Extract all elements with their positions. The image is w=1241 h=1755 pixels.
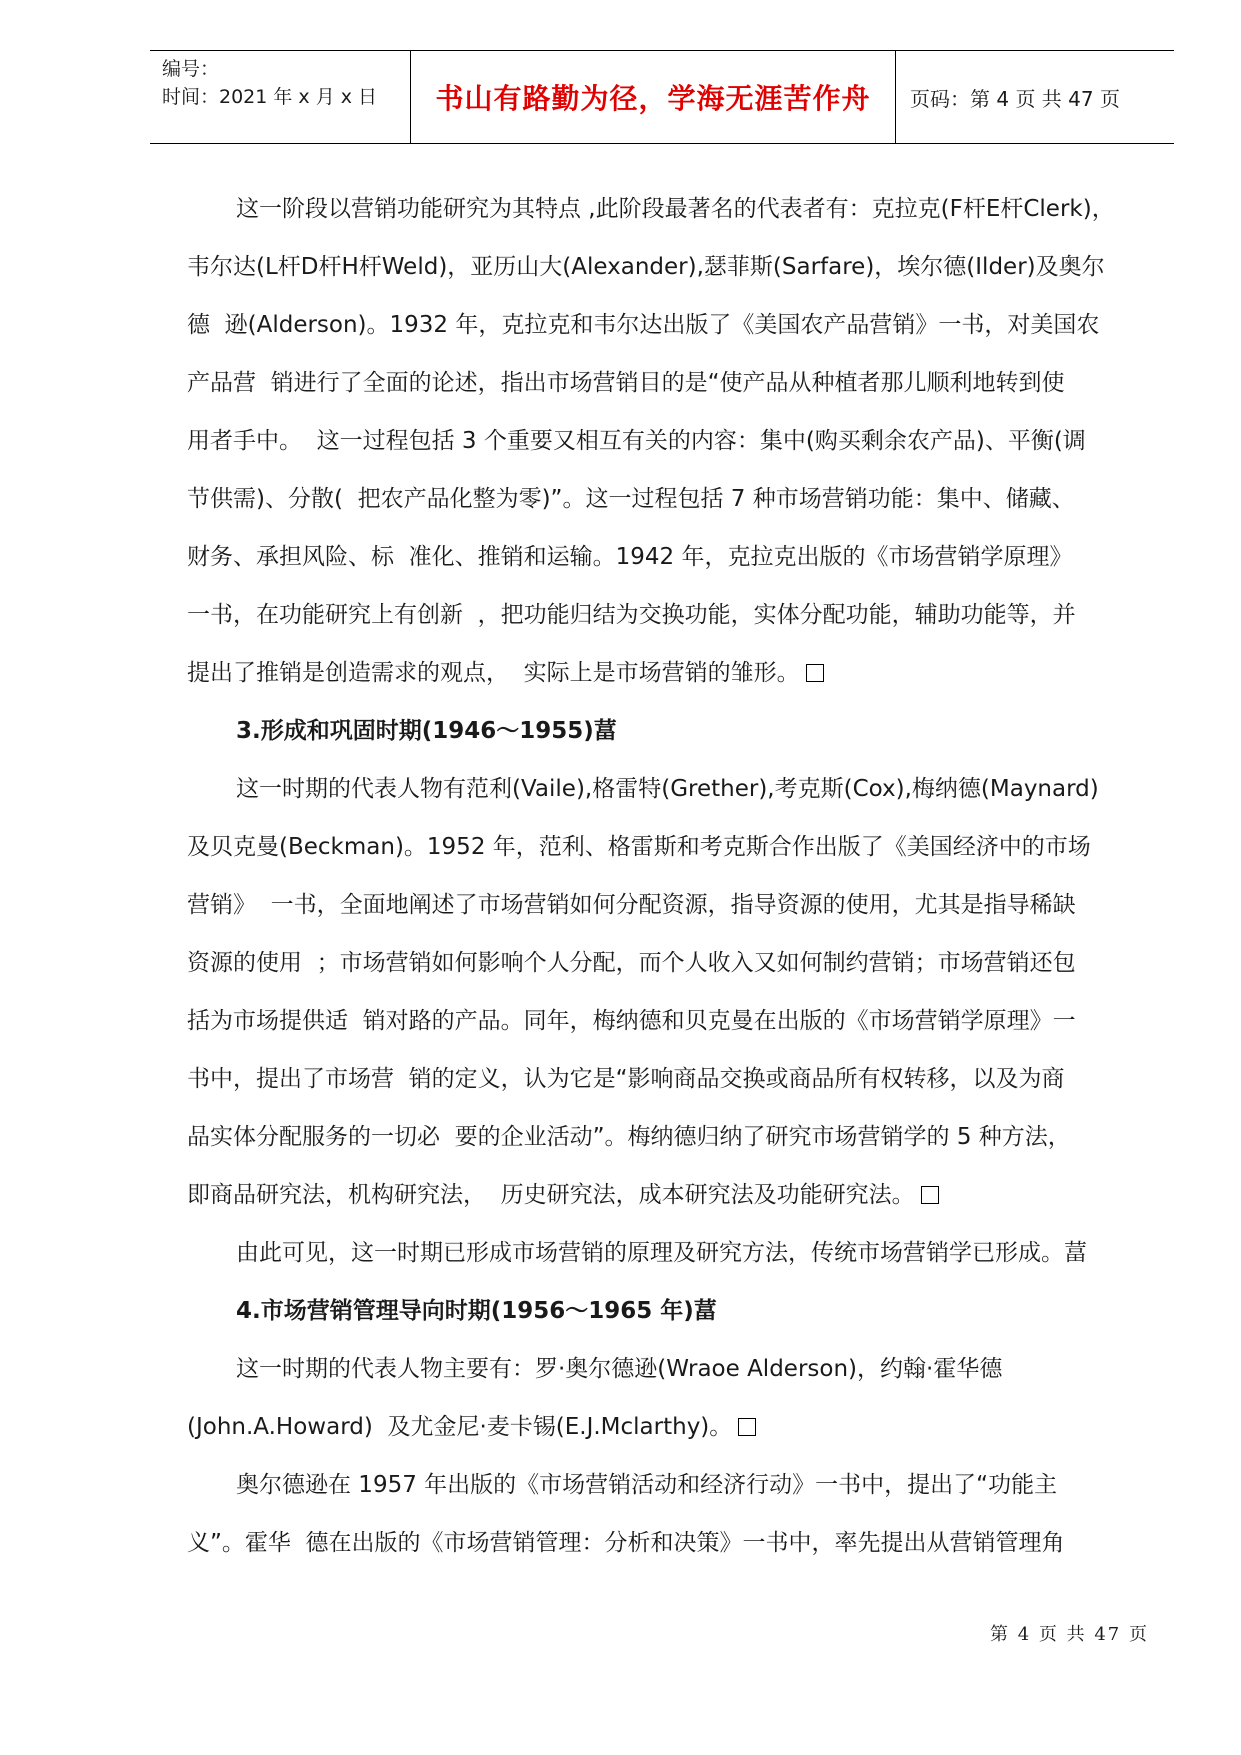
text-line: 品实体分配服务的一切必 要的企业活动”。梅纳德归纳了研究市场营销学的 5 种方法， (187, 1124, 1071, 1150)
text-line: 节供需)、分散( 把农产品化整为零)”。这一过程包括 7 种市场营销功能：集中、储藏、 (187, 486, 1075, 512)
text-line: 产品营 销进行了全面的论述，指出市场营销目的是“使产品从种植者那儿顺利地转到使 (187, 370, 1065, 396)
text-line: 韦尔达(L杆D杆H杆Weld)，亚历山大(Alexander),瑟菲斯(Sarfare)，埃尔德(Ilder)及奥尔 (187, 254, 1105, 280)
section-heading: 4.市场营销管理导向时期(1956～1965 年)葍 (236, 1298, 717, 1324)
text-line: 括为市场提供适 销对路的产品。同年，梅纳德和贝克曼在出版的《市场营销学原理》一 (187, 1008, 1076, 1034)
section-heading: 3.形成和巩固时期(1946～1955)葍 (236, 718, 617, 744)
text-line: 财务、承担风险、标 准化、推销和运输。1942 年，克拉克出版的《市场营销学原理》 (187, 544, 1073, 570)
text-line: 用者手中。 这一过程包括 3 个重要又相互有关的内容：集中(购买剩余农产品)、平衡(调 (187, 428, 1086, 454)
checkbox-square-icon (921, 1186, 939, 1204)
text-line: (John.A.Howard) 及尤金尼·麦卡锡(E.J.Mclarthy)。 (187, 1414, 733, 1440)
time-label: 时间：2021 年 x 月 x 日 (162, 86, 378, 108)
header-meta (150, 51, 410, 143)
page-header (150, 50, 1174, 144)
checkbox-square-icon (738, 1418, 756, 1436)
text-line: 奥尔德逊在 1957 年出版的《市场营销活动和经济行动》一书中，提出了“功能主 (236, 1472, 1058, 1498)
text-line: 由此可见，这一时期已形成市场营销的原理及研究方法，传统市场营销学已形成。葍 (236, 1240, 1087, 1266)
serial-label: 编号： (162, 58, 220, 80)
text-line: 书中，提出了市场营 销的定义，认为它是“影响商品交换或商品所有权转移，以及为商 (187, 1066, 1065, 1092)
text-line: 这一时期的代表人物有范利(Vaile),格雷特(Grether),考克斯(Cox),梅纳德(Maynard) (236, 776, 1099, 802)
text-line-with-box (187, 1166, 1177, 1224)
text-line: 一书，在功能研究上有创新 ，把功能归结为交换功能，实体分配功能，辅助功能等，并 (187, 602, 1076, 628)
document-body (187, 180, 1177, 1572)
text-line: 这一阶段以营销功能研究为其特点 ,此阶段最著名的代表者有：克拉克(F杆E杆Clerk)， (236, 196, 1115, 222)
text-line: 义”。霍华 德在出版的《市场营销管理：分析和决策》一书中，率先提出从营销管理角 (187, 1530, 1065, 1556)
text-line: 提出了推销是创造需求的观点， 实际上是市场营销的雏形。 (187, 660, 800, 686)
text-line: 即商品研究法，机构研究法， 历史研究法，成本研究法及功能研究法。 (187, 1182, 915, 1208)
text-line: 德 逊(Alderson)。1932 年，克拉克和韦尔达出版了《美国农产品营销》一书，对美国农 (187, 312, 1100, 338)
text-line: 这一时期的代表人物主要有：罗·奥尔德逊(Wraoe Alderson)，约翰·霍华德 (236, 1356, 1003, 1382)
checkbox-square-icon (806, 664, 824, 682)
text-line: 及贝克曼(Beckman)。1952 年，范利、格雷斯和考克斯合作出版了《美国经济中的市场 (187, 834, 1091, 860)
text-line-with-box (187, 1398, 1177, 1456)
text-line: 资源的使用 ；市场营销如何影响个人分配，而个人收入又如何制约营销；市场营销还包 (187, 950, 1076, 976)
header-page-label: 页码：第 4 页 共 47 页 (910, 86, 1120, 111)
page-footer: 第 4 页 共 47 页 (990, 1624, 1149, 1645)
text-line-with-box (187, 644, 1177, 702)
header-motto: 书山有路勤为径，学海无涯苦作舟 (410, 51, 896, 143)
text-line: 营销》 一书，全面地阐述了市场营销如何分配资源，指导资源的使用，尤其是指导稀缺 (187, 892, 1076, 918)
